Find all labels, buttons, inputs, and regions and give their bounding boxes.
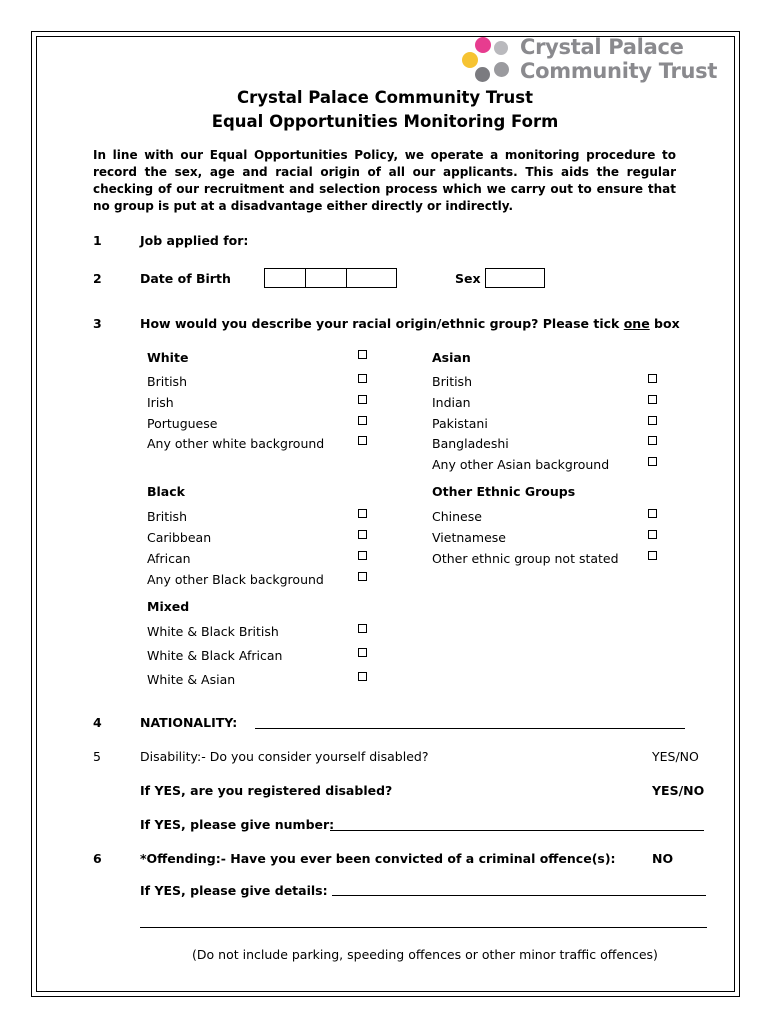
dob-day-field[interactable] (264, 268, 306, 288)
black-heading: Black (147, 484, 185, 499)
mixed-item: White & Black British (147, 624, 279, 639)
other-item: Chinese (432, 509, 482, 524)
q3-question-one: one (623, 316, 650, 331)
mixed-heading: Mixed (147, 599, 190, 614)
nationality-input-line[interactable] (255, 728, 685, 729)
white-irish-checkbox[interactable] (358, 395, 367, 404)
black-item: Any other Black background (147, 572, 324, 587)
black-other-checkbox[interactable] (358, 572, 367, 581)
q4-number: 4 (93, 715, 102, 730)
form-title: Crystal Palace Community Trust (237, 88, 533, 107)
q2-number: 2 (93, 271, 102, 286)
q1-number: 1 (93, 233, 102, 248)
mixed-item: White & Asian (147, 672, 236, 687)
asian-bangladeshi-checkbox[interactable] (648, 436, 657, 445)
white-item: Irish (147, 395, 174, 410)
white-item: Portuguese (147, 416, 218, 431)
q3-question-text: How would you describe your racial origin/ethnic group? Please tick (140, 316, 624, 331)
white-other-checkbox[interactable] (358, 436, 367, 445)
white-british-checkbox[interactable] (358, 374, 367, 383)
dob-year-field[interactable] (346, 268, 397, 288)
logo-text-line2: Community Trust (520, 59, 718, 83)
q3-number: 3 (93, 316, 102, 331)
disability-answer-text: YES/NO (652, 749, 699, 764)
other-item: Vietnamese (432, 530, 506, 545)
mixed-white-black-british-checkbox[interactable] (358, 624, 367, 633)
footnote: (Do not include parking, speeding offences or other minor traffic offences) (192, 947, 658, 962)
nationality-label: NATIONALITY: (140, 715, 238, 730)
offence-details-input-line-2[interactable] (140, 927, 707, 928)
asian-heading: Asian (432, 350, 471, 365)
q3-question-box: box (649, 316, 680, 331)
offending-answer[interactable]: NO (652, 851, 674, 866)
asian-item: Pakistani (432, 416, 488, 431)
offence-details-label: If YES, please give details: (140, 883, 328, 898)
other-heading: Other Ethnic Groups (432, 484, 576, 499)
logo-text-line1: Crystal Palace (520, 35, 684, 59)
other-item: Other ethnic group not stated (432, 551, 619, 566)
mixed-item: White & Black African (147, 648, 283, 663)
white-item: British (147, 374, 187, 389)
white-heading-checkbox[interactable] (358, 350, 367, 359)
other-vietnamese-checkbox[interactable] (648, 530, 657, 539)
sex-label: Sex (455, 271, 481, 286)
asian-pakistani-checkbox[interactable] (648, 416, 657, 425)
asian-item: British (432, 374, 472, 389)
other-chinese-checkbox[interactable] (648, 509, 657, 518)
form-subtitle: Equal Opportunities Monitoring Form (211, 112, 559, 131)
intro-paragraph: In line with our Equal Opportunities Policy, we operate a monitoring procedure to record the sex, age and racial origin of all our applicants. This aids the regular checking of our recruitment and selection process which we carry out to ensure that no group is put at a disadvantage either directly or indirectly. (93, 148, 676, 213)
mixed-white-asian-checkbox[interactable] (358, 672, 367, 681)
asian-item: Any other Asian background (432, 457, 610, 472)
offence-details-input-line-1[interactable] (332, 895, 706, 896)
q3-question (140, 316, 680, 331)
other-not-stated-checkbox[interactable] (648, 551, 657, 560)
white-item: Any other white background (147, 436, 325, 451)
logo-dot-darkgrey (475, 67, 490, 82)
q6-number: 6 (93, 851, 102, 866)
asian-item: Indian (432, 395, 471, 410)
registration-number-input-line[interactable] (330, 830, 704, 831)
black-caribbean-checkbox[interactable] (358, 530, 367, 539)
registered-disabled-question: If YES, are you registered disabled? (140, 783, 393, 798)
offending-question: *Offending:- Have you ever been convicted of a criminal offence(s): (140, 851, 616, 866)
asian-other-checkbox[interactable] (648, 457, 657, 466)
q5-number: 5 (93, 749, 101, 764)
disability-answer[interactable] (652, 749, 699, 764)
logo-dot-grey (494, 62, 509, 77)
asian-item: Bangladeshi (432, 436, 509, 451)
registered-disabled-answer[interactable]: YES/NO (652, 783, 705, 798)
q2-label: Date of Birth (140, 271, 231, 286)
logo-dot-pink (475, 37, 491, 53)
logo-dot-yellow (462, 52, 478, 68)
black-british-checkbox[interactable] (358, 509, 367, 518)
registration-number-label: If YES, please give number: (140, 817, 335, 832)
white-heading: White (147, 350, 189, 365)
asian-british-checkbox[interactable] (648, 374, 657, 383)
logo-dot-lightgrey (494, 41, 508, 55)
dob-month-field[interactable] (305, 268, 347, 288)
black-item: British (147, 509, 187, 524)
mixed-white-black-african-checkbox[interactable] (358, 648, 367, 657)
white-portuguese-checkbox[interactable] (358, 416, 367, 425)
asian-indian-checkbox[interactable] (648, 395, 657, 404)
sex-field[interactable] (485, 268, 545, 288)
disability-question: Disability:- Do you consider yourself disabled? (140, 749, 429, 764)
black-item: African (147, 551, 191, 566)
q1-label: Job applied for: (140, 233, 249, 248)
black-item: Caribbean (147, 530, 212, 545)
black-african-checkbox[interactable] (358, 551, 367, 560)
